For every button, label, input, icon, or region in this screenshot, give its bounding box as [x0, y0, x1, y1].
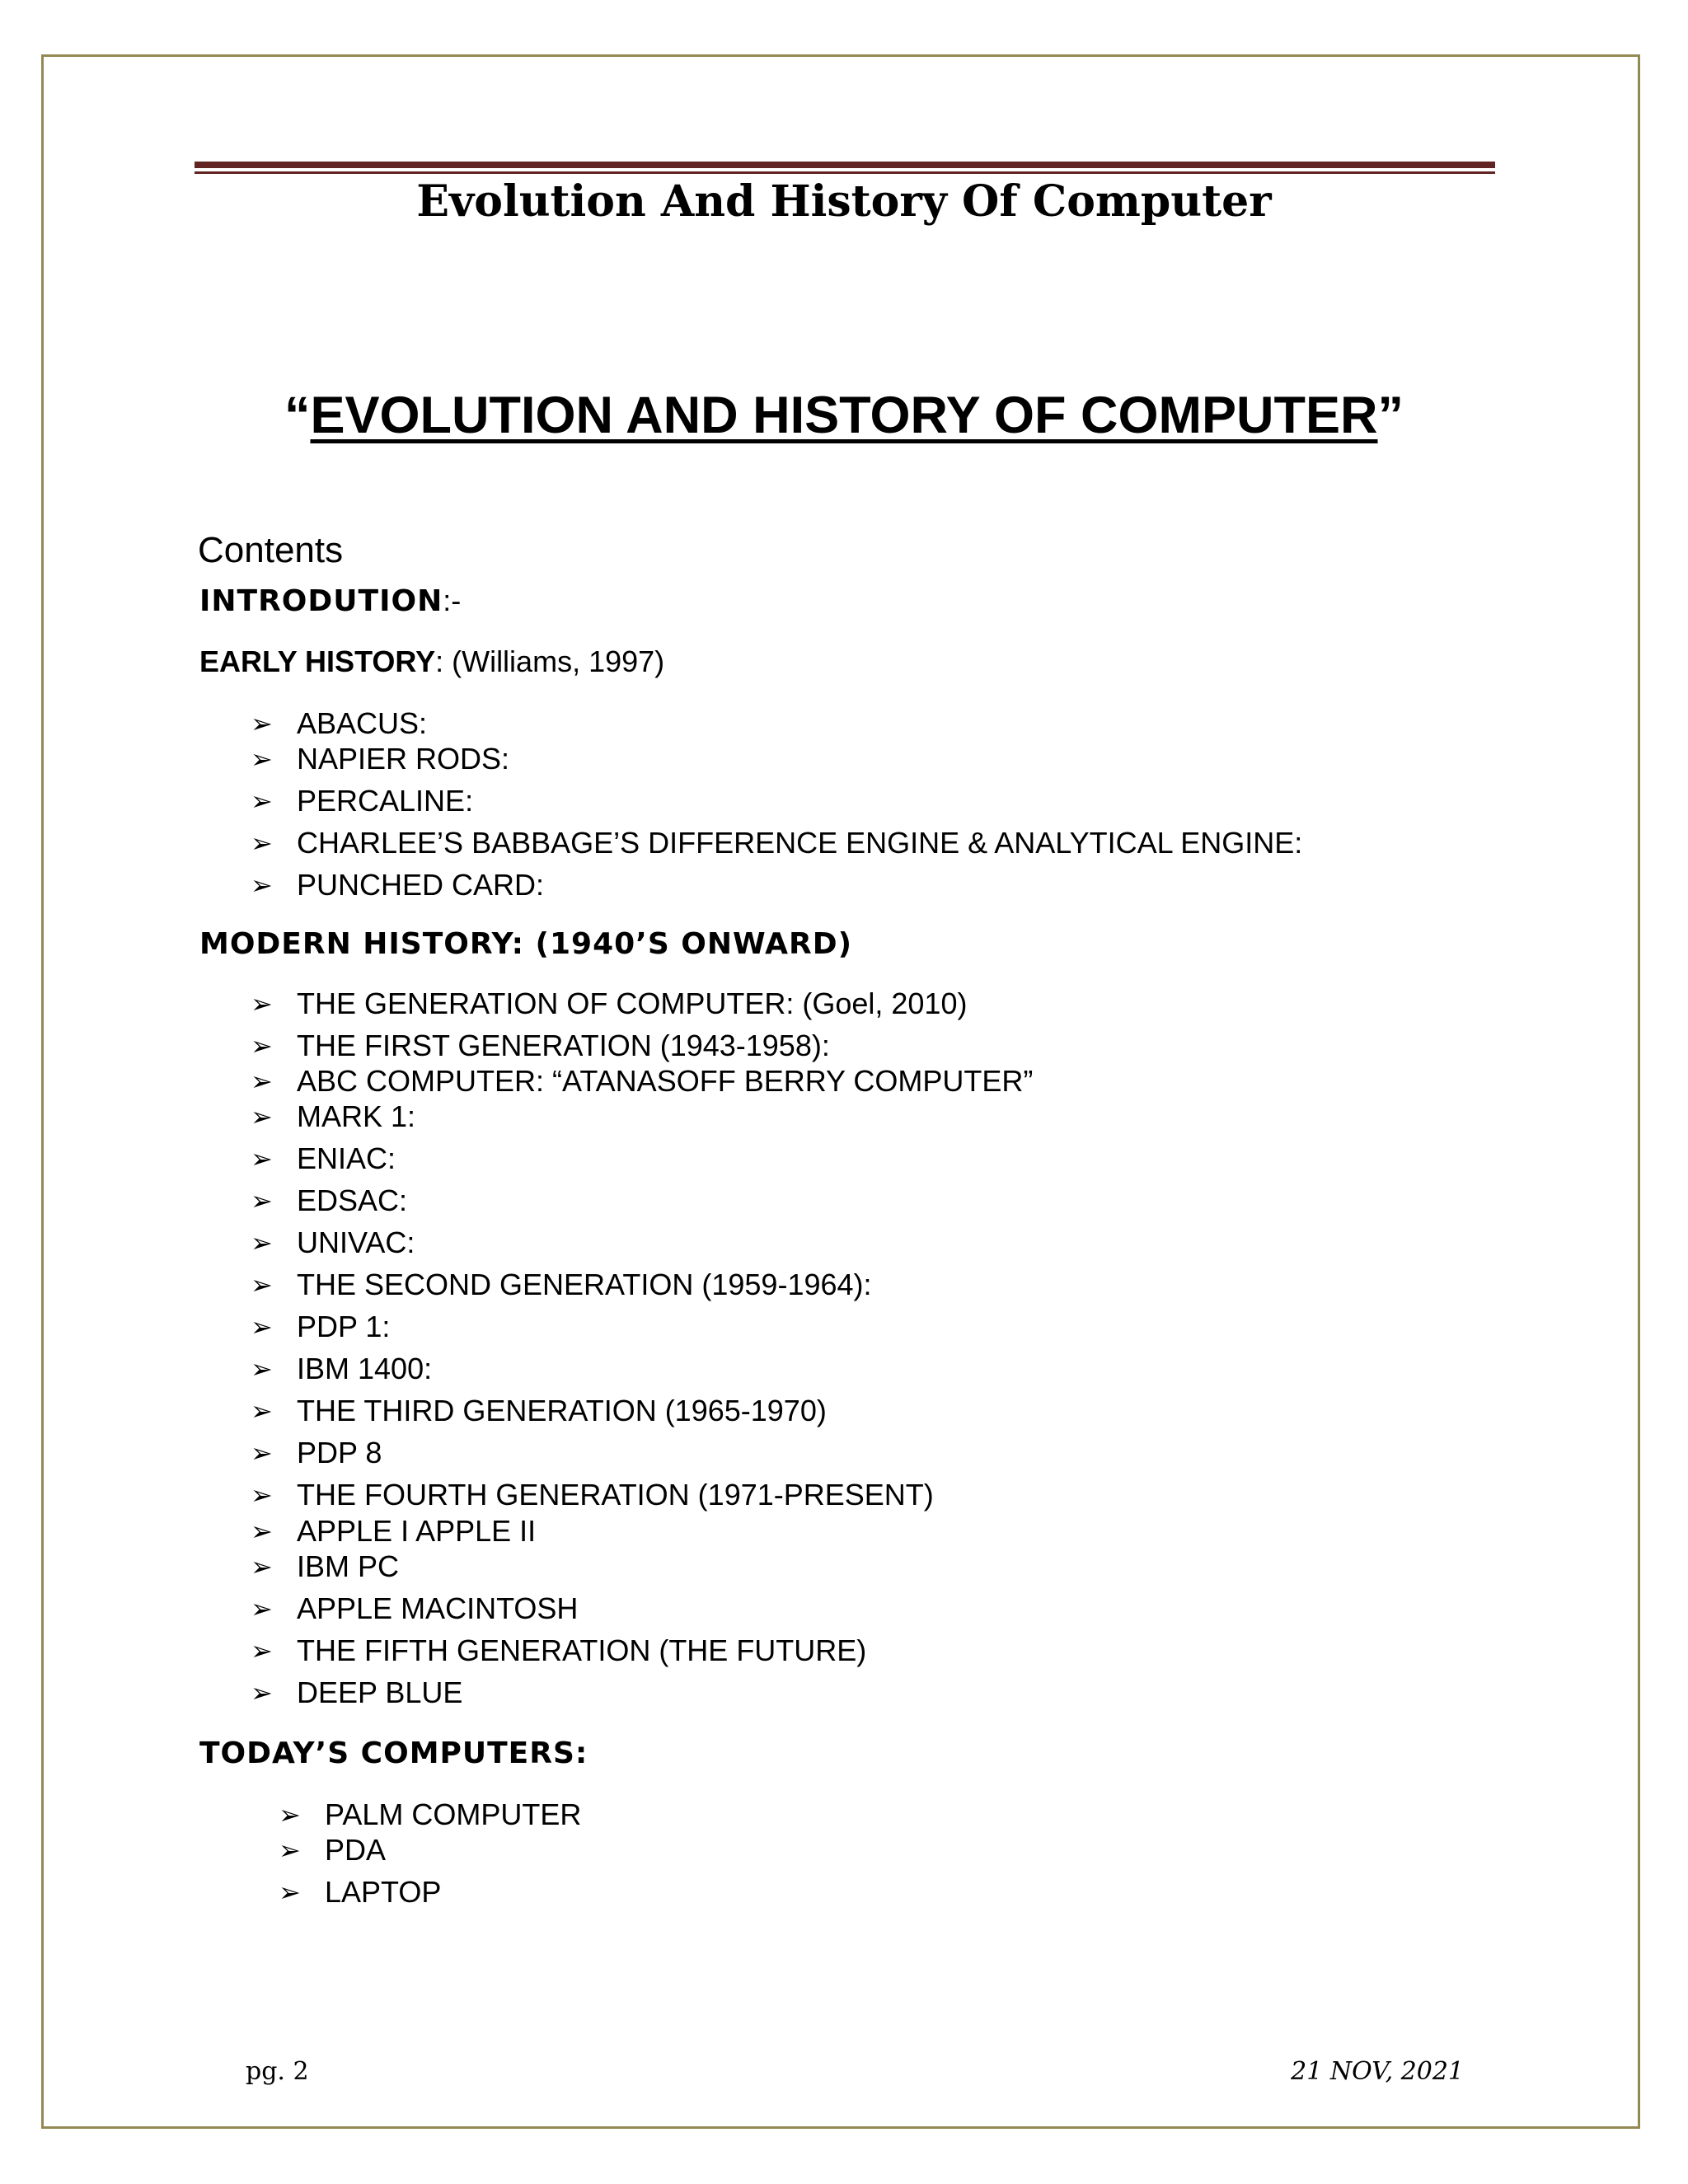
bullet-arrow-icon: ➢ — [279, 1877, 301, 1908]
section-introduction-suffix: :- — [443, 583, 462, 617]
bullet-arrow-icon: ➢ — [251, 1311, 273, 1343]
bullet-arrow-icon: ➢ — [251, 743, 273, 775]
bullet-arrow-icon: ➢ — [251, 1030, 273, 1062]
bullet-arrow-icon: ➢ — [251, 1677, 273, 1708]
page-number: pg. 2 — [246, 2057, 309, 2086]
section-todays-computers — [199, 1734, 588, 1773]
section-modern-history — [199, 925, 852, 963]
bullet-arrow-icon: ➢ — [251, 708, 273, 739]
bullet-arrow-icon: ➢ — [251, 785, 273, 817]
bullet-arrow-icon: ➢ — [251, 1479, 273, 1511]
bullet-arrow-icon: ➢ — [251, 1437, 273, 1469]
bullet-arrow-icon: ➢ — [251, 827, 273, 859]
contents-label: Contents — [198, 530, 344, 570]
main-title-close-quote: ” — [1377, 387, 1404, 444]
bullet-arrow-icon: ➢ — [251, 1516, 273, 1547]
section-early-history-suffix: : (Williams, 1997) — [435, 644, 665, 678]
bullet-arrow-icon: ➢ — [251, 1269, 273, 1301]
bullet-arrow-icon: ➢ — [251, 988, 273, 1019]
bullet-arrow-icon: ➢ — [251, 1185, 273, 1216]
main-title-text: EVOLUTION AND HISTORY OF COMPUTER — [310, 387, 1378, 444]
bullet-arrow-icon: ➢ — [251, 1551, 273, 1582]
bullet-arrow-icon: ➢ — [251, 1395, 273, 1427]
bullet-arrow-icon: ➢ — [251, 1227, 273, 1258]
main-title — [0, 382, 1688, 448]
bullet-arrow-icon: ➢ — [251, 1353, 273, 1385]
bullet-arrow-icon: ➢ — [251, 1593, 273, 1624]
bullet-arrow-icon: ➢ — [279, 1835, 301, 1866]
bullet-arrow-icon: ➢ — [251, 1101, 273, 1132]
section-early-history-label: EARLY HISTORY — [199, 644, 436, 678]
section-introduction-label: INTRODUTION — [199, 584, 443, 618]
header-rule-thick — [195, 162, 1495, 168]
bullet-arrow-icon: ➢ — [251, 1635, 273, 1666]
section-early-history — [199, 643, 664, 681]
bullet-arrow-icon: ➢ — [251, 1066, 273, 1097]
bullet-arrow-icon: ➢ — [251, 1143, 273, 1174]
main-title-open-quote: “ — [284, 387, 311, 444]
bullet-arrow-icon: ➢ — [279, 1799, 301, 1830]
header-title: Evolution And History Of Computer — [416, 176, 1272, 227]
footer-date: 21 NOV, 2021 — [1291, 2057, 1464, 2086]
section-modern-history-label: MODERN HISTORY: (1940’S ONWARD) — [199, 927, 853, 961]
bullet-arrow-icon: ➢ — [251, 869, 273, 901]
section-introduction — [199, 582, 461, 621]
section-todays-computers-label: TODAY’S COMPUTERS: — [199, 1736, 588, 1770]
